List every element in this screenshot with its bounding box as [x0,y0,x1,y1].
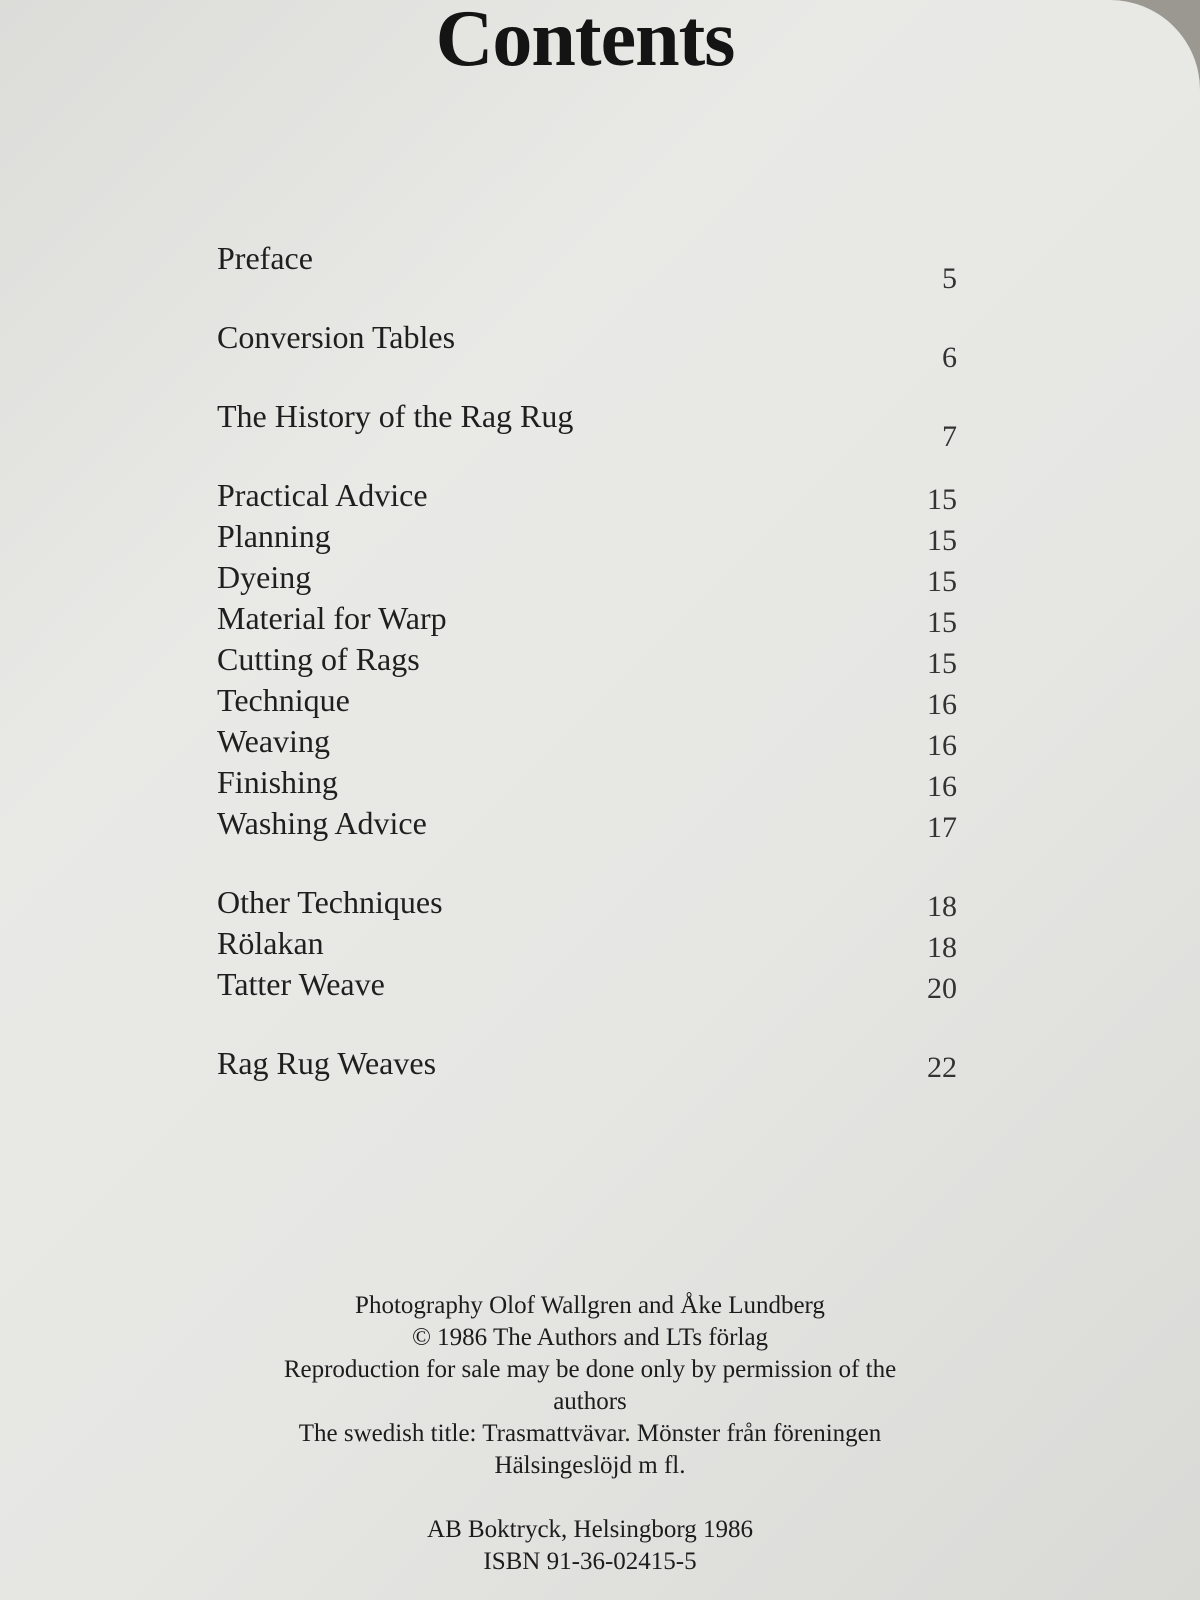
toc-entry-page: 6 [942,341,957,374]
toc-entry-page: 20 [927,972,957,1005]
toc-section-practical [217,477,957,846]
reproduction-notice: Reproduction for sale may be done only by permission of the [283,1356,897,1383]
toc-entry [217,477,957,518]
toc-entry-title: Technique [217,682,350,718]
toc-entry [217,764,957,805]
toc-entry-title: Material for Warp [217,600,447,636]
toc-entry-title: Dyeing [217,559,312,595]
toc-entry [217,641,957,682]
toc-entry-title: Finishing [217,764,338,800]
toc-entry-page: 7 [942,420,957,453]
page-title: Contents [435,0,735,83]
toc-entry-page: 16 [927,729,957,762]
toc-entry-page: 15 [927,565,957,598]
toc-entry-title: Conversion Tables [217,319,456,355]
toc-entry [217,319,957,374]
toc-entry [217,805,957,846]
toc-entry [217,925,957,966]
toc-entry [217,240,957,295]
toc-entry [217,398,957,453]
toc-entry-page: 18 [927,931,957,964]
printer-line: AB Boktryck, Helsingborg 1986 [427,1516,753,1543]
toc-entry-page: 18 [927,890,957,923]
toc-entry-title: Practical Advice [217,477,428,513]
isbn-line: ISBN 91-36-02415-5 [483,1548,697,1575]
toc-entry [217,682,957,723]
toc-entry-title: Cutting of Rags [217,641,420,677]
toc-entry-page: 22 [927,1051,957,1084]
toc-entry [217,966,957,1007]
toc-entry [217,518,957,559]
table-of-contents [217,240,957,1086]
toc-entry [217,600,957,641]
toc-section-other [217,884,957,1007]
toc-entry-page: 16 [927,770,957,803]
toc-entry [217,884,957,925]
toc-entry-title: Rölakan [217,925,324,961]
toc-entry-page: 15 [927,483,957,516]
toc-entry-page: 16 [927,688,957,721]
reproduction-notice-cont: authors [553,1388,627,1415]
toc-section-weaves [217,1045,957,1086]
colophon [230,1290,950,1578]
toc-entry-title: Washing Advice [217,805,427,841]
toc-entry [217,1045,957,1086]
toc-entry-title: Planning [217,518,331,554]
copyright-line: © 1986 The Authors and LTs förlag [411,1324,769,1351]
toc-entry-title: Rag Rug Weaves [217,1045,437,1081]
toc-entry-title: Preface [217,240,313,276]
swedish-title: The swedish title: Trasmattvävar. Mönster från föreningen [298,1420,882,1447]
swedish-title-cont: Hälsingeslöjd m fl. [494,1452,686,1479]
toc-entry [217,559,957,600]
toc-entry-page: 5 [942,262,957,295]
toc-entry-title: Other Techniques [217,884,443,920]
toc-entry-title: Tatter Weave [217,966,385,1002]
toc-entry [217,723,957,764]
toc-entry-page: 17 [927,811,957,844]
toc-entry-title: Weaving [217,723,330,759]
toc-entry-page: 15 [927,524,957,557]
photography-credit: Photography Olof Wallgren and Åke Lundberg [355,1292,825,1319]
toc-entry-page: 15 [927,606,957,639]
toc-entry-page: 15 [927,647,957,680]
toc-entry-title: The History of the Rag Rug [217,398,574,434]
